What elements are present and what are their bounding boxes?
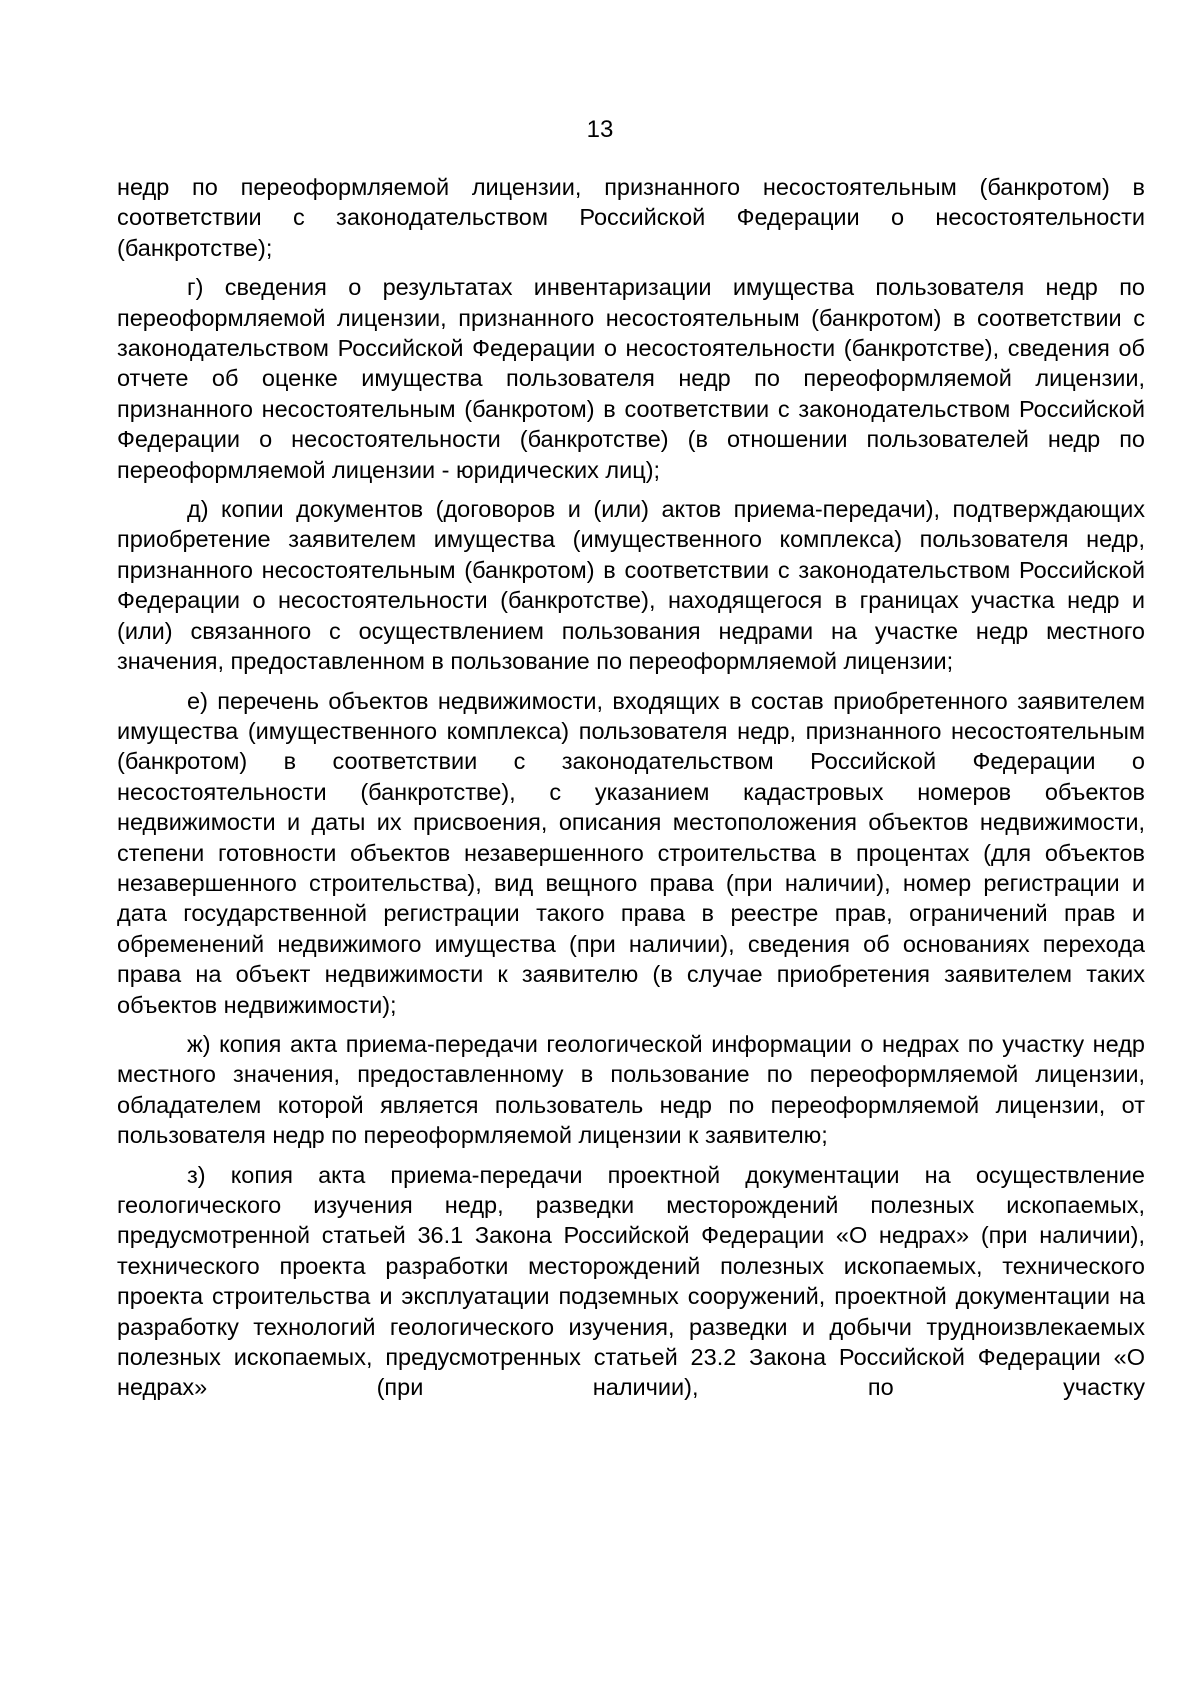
paragraph-continuation: недр по переоформляемой лицензии, признанного несостоятельным (банкротом) в соответствии с законодательством Российской Федерации о несостоятельности (банкротстве); — [117, 174, 1145, 261]
paragraph-item-zh: ж) копия акта приема-передачи геологической информации о недрах по участку недр местного значения, предоставленному в пользование по переоформляемой лицензии, обладателем которой является пользователь недр по переоформляемой лицензии, от пользователя недр по переоформляемой лицензии к заявителю; — [117, 1030, 1145, 1149]
paragraph-item-z: з) копия акта приема-передачи проектной документации на осуществление геологического изучения недр, разведки месторождений полезных ископаемых, предусмотренной статьей 36.1 Закона Российской Федерации «О недрах» (при наличии), технического проекта разработки месторождений полезных ископаемых, технического проекта строительства и эксплуатации подземных сооружений, проектной документации на разработку технологий геологического изучения, разведки и добычи трудноизвлекаемых полезных ископаемых, предусмотренных статьей 23.2 Закона Российской Федерации «О недрах» (при наличии), по участку — [117, 1161, 1145, 1401]
paragraph-item-g: г) сведения о результатах инвентаризации имущества пользователя недр по переоформляемой лицензии, признанного несостоятельным (банкротом) в соответствии с законодательством Российской Федерации о несостоятельности (банкротстве), сведения об отчете об оценке имущества пользователя недр по переоформляемой лицензии, признанного несостоятельным (банкротом) в соответствии с законодательством Российской Федерации о несостоятельности (банкротстве) (в отношении пользователей недр по переоформляемой лицензии - юридических лиц); — [117, 274, 1145, 483]
document-body — [117, 172, 1145, 1403]
paragraph-item-e: е) перечень объектов недвижимости, входящих в состав приобретенного заявителем имущества (имущественного комплекса) пользователя недр, признанного несостоятельным (банкротом) в соответствии с законодательством Российской Федерации о несостоятельности (банкротстве), с указанием кадастровых номеров объектов недвижимости и даты их присвоения, описания местоположения объектов недвижимости, степени готовности объектов незавершенного строительства в процентах (для объектов незавершенного строительства), вид вещного права (при наличии), номер регистрации и дата государственной регистрации такого права в реестре прав, ограничений прав и обременений недвижимого имущества (при наличии), сведения об основаниях перехода права на объект недвижимости к заявителю (в случае приобретения заявителем таких объектов недвижимости); — [117, 687, 1145, 1018]
page-number: 13 — [586, 116, 614, 143]
paragraph-item-d: д) копии документов (договоров и (или) актов приема-передачи), подтверждающих приобретение заявителем имущества (имущественного комплекса) пользователя недр, признанного несостоятельным (банкротом) в соответствии с законодательством Российской Федерации о несостоятельности (банкротстве), находящегося в границах участка недр и (или) связанного с осуществлением пользования недрами на участке недр местного значения, предоставленном в пользование по переоформляемой лицензии; — [117, 496, 1145, 675]
